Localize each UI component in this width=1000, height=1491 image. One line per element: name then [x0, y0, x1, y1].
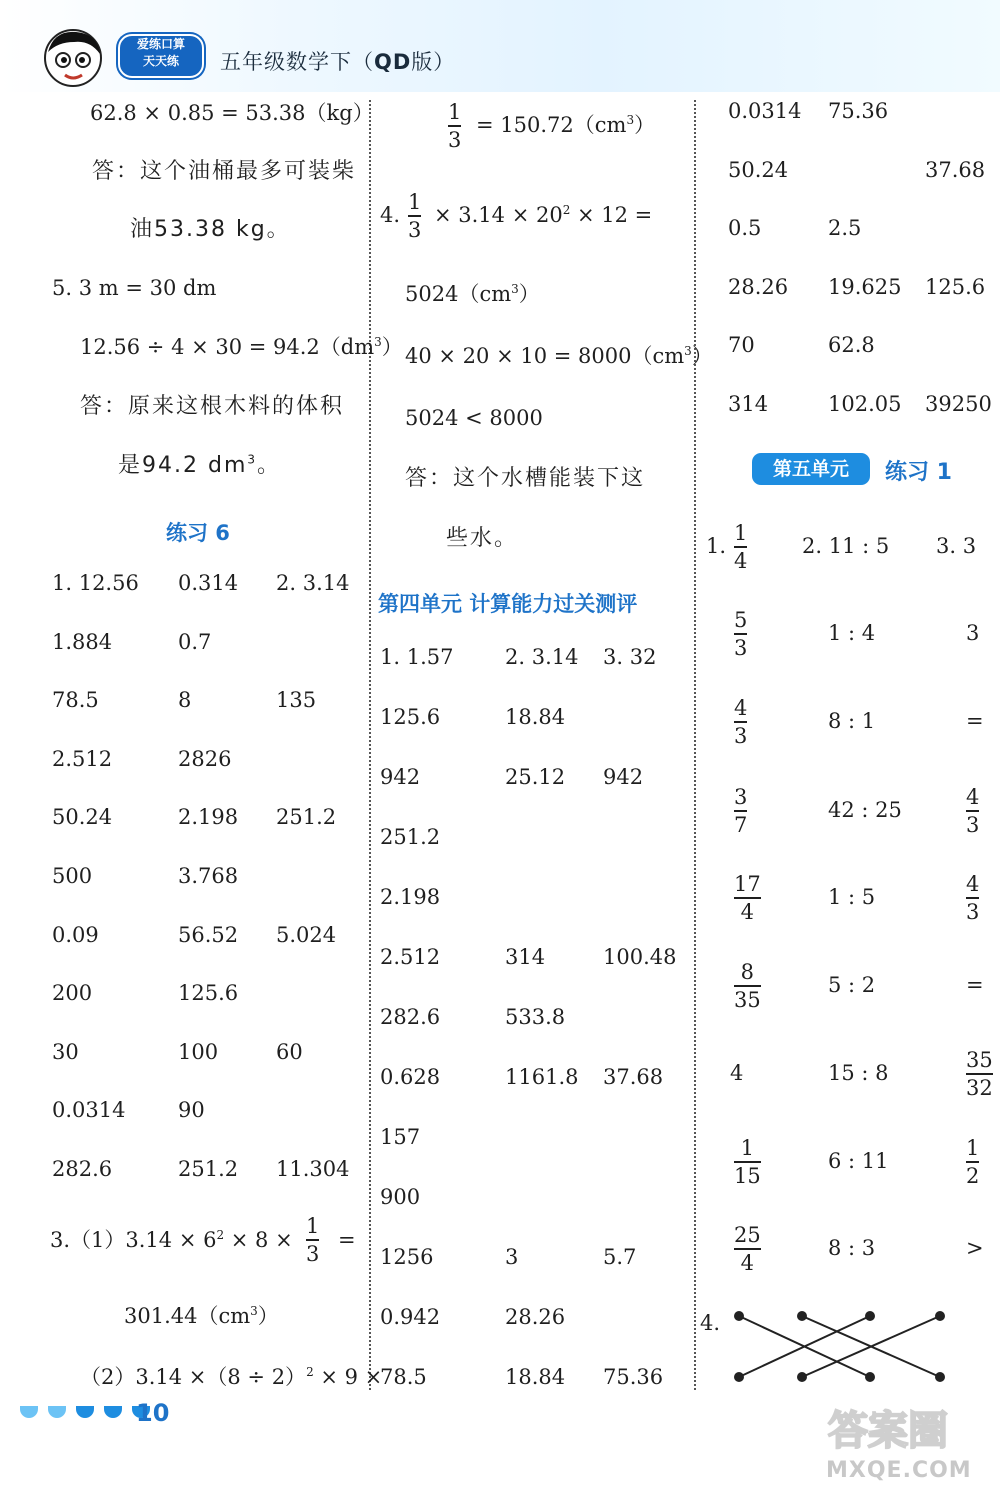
col1-q3-part1: $3.(1)3.14 \times 6^2 \times 8$ ×	[50, 1228, 293, 1252]
q3-fraction: 35 32	[966, 1048, 993, 1100]
col2-cell: 25.12	[505, 765, 566, 789]
q2-ratio: 8 : 3	[828, 1236, 876, 1260]
col1-answer-5a: 答：原来这根木料的体积	[80, 394, 345, 419]
col3-cell: 70	[728, 333, 755, 358]
col2-q4-result: $5024(cm^3)$	[405, 282, 540, 306]
q1-fraction: 8 35	[734, 960, 761, 1012]
col2-answer-4b: 些水。	[446, 526, 519, 551]
col3-cell: 19.625	[828, 274, 902, 299]
col2-cell: 37.68	[603, 1065, 664, 1089]
watermark-url: MXQE.COM	[826, 1458, 972, 1483]
col2-answer-4a: 答：这个水槽能装下这	[405, 466, 646, 491]
col2-cell: 78.5	[380, 1365, 427, 1389]
q1-value: 4	[730, 1061, 744, 1085]
col2-cell: 0.628	[380, 1065, 441, 1089]
col1-cell: 2.512	[52, 746, 113, 771]
q3-value: >	[966, 1236, 984, 1260]
series-logo	[118, 34, 204, 78]
q1-fraction: 5 3	[734, 608, 748, 660]
col2-cell: 2.512	[380, 945, 441, 969]
col1-q3-part2: $(2)3.14 \times(8 \div 2)^2 \times 9$ ×	[80, 1365, 383, 1389]
col2-line-1: = $150.72(cm^3)$	[476, 113, 656, 137]
q2-ratio: 42 : 25	[828, 798, 902, 822]
col3-cell: 314	[728, 392, 769, 416]
col2-cell: 75.36	[603, 1365, 664, 1389]
col3-cell: 75.36	[828, 99, 889, 123]
col3-cell: 102.05	[828, 392, 902, 416]
q3-fraction: 4 3	[966, 872, 980, 924]
q1-fraction: 4 3	[734, 696, 748, 748]
col1-cell: 1. 12.56	[52, 571, 139, 595]
col2-cell: 533.8	[505, 1005, 566, 1029]
col2-q4-tank: $40 \times 20 \times 10 = 8000(cm^3)$	[405, 344, 713, 368]
q1-fraction: 1 15	[734, 1136, 761, 1188]
col3-cell: 37.68	[925, 157, 986, 182]
q1-fraction: 1 4	[734, 521, 748, 573]
col1-cell: 90	[178, 1098, 205, 1123]
col1-cell: 100	[178, 1039, 219, 1064]
col3-q1-label: 1.	[706, 534, 727, 558]
q2-ratio: 1 : 5	[828, 885, 876, 909]
col2-cell: 125.6	[380, 705, 441, 729]
col1-cell: 2. 3.14	[276, 571, 350, 595]
col3-cell: 28.26	[728, 274, 789, 299]
col2-cell: 2. 3.14	[505, 645, 579, 669]
q2-ratio: 8 : 1	[828, 709, 876, 733]
col2-top-fraction: 1 3	[448, 100, 462, 152]
col1-q3-fraction: 1 3	[306, 1214, 320, 1266]
col2-unit-heading: 第四单元 计算能力过关测评	[378, 592, 638, 616]
col1-cell: 200	[52, 981, 93, 1006]
col2-cell: 28.26	[505, 1305, 566, 1329]
page-number: 10	[136, 1399, 170, 1427]
q3-fraction: 1 2	[966, 1136, 980, 1188]
column-divider-1	[369, 100, 371, 1390]
col2-q4-label: 4.	[380, 203, 401, 227]
q3-fraction: 4 3	[966, 785, 980, 837]
col1-answer-1b: 油53.38 kg。	[130, 217, 291, 242]
col1-cell: 8	[178, 688, 192, 713]
q2-ratio: 6 : 11	[828, 1149, 889, 1173]
col1-cell: 5.024	[276, 922, 337, 947]
mascot-icon	[40, 26, 106, 92]
col1-cell: 135	[276, 688, 317, 713]
col1-cell: 50.24	[52, 805, 113, 830]
col1-cell: 56.52	[178, 922, 239, 947]
col2-cell: 282.6	[380, 1005, 441, 1029]
col1-cell: 30	[52, 1039, 79, 1064]
col3-cell: 0.5	[728, 216, 762, 241]
col1-cell: 2826	[178, 746, 232, 771]
col2-cell: 3. 32	[603, 645, 657, 669]
col2-cell: 2.198	[380, 885, 441, 909]
col1-cell: 0.09	[52, 922, 99, 947]
col3-cell: 0.0314	[728, 99, 802, 123]
q1-fraction: 17 4	[734, 872, 761, 924]
col2-cell: 157	[380, 1125, 421, 1149]
col3-q2-label: 2. 11 : 5	[802, 534, 890, 558]
q2-ratio: 15 : 8	[828, 1061, 889, 1085]
col1-answer-1a: 答：这个油桶最多可装柴	[92, 159, 357, 184]
col2-cell: 18.84	[505, 705, 566, 729]
col1-cell: 125.6	[178, 981, 239, 1006]
q3-value: =	[966, 709, 984, 733]
col2-cell: 942	[603, 765, 644, 789]
matching-lines-diagram	[730, 1305, 950, 1387]
col1-answer-5b: 是94.2 $dm^3$。	[118, 452, 282, 478]
col1-cell: 282.6	[52, 1157, 113, 1181]
col3-cell: 125.6	[925, 274, 986, 299]
col2-q4-calc: × $3.14 \times 20^2 \times 12$ =	[434, 203, 653, 227]
col2-cell: 942	[380, 765, 421, 789]
book-title: 五年级数学下（QD版）	[220, 50, 456, 74]
col1-q3-equals: =	[338, 1228, 356, 1252]
col1-q5: 5. 3 m = 30 dm	[52, 276, 217, 300]
unit-five-practice-title: 练习 1	[885, 460, 952, 485]
col2-cell: 18.84	[505, 1365, 566, 1389]
col1-q5-calc: $12.56 \div 4 \times 30 = 94.2(dm^3)$	[80, 335, 403, 359]
col3-cell: 50.24	[728, 157, 789, 182]
col2-cell: 900	[380, 1185, 421, 1209]
col1-practice-heading: 练习 6	[166, 521, 230, 545]
col2-cell: 314	[505, 945, 546, 969]
col2-cell: 1256	[380, 1245, 434, 1269]
col1-cell: 78.5	[52, 688, 99, 713]
col1-cell: 3.768	[178, 864, 239, 888]
col3-cell: 39250	[925, 392, 992, 416]
col1-cell: 500	[52, 864, 93, 888]
watermark-mark: 答案圈	[828, 1408, 948, 1454]
col2-cell: 0.942	[380, 1305, 441, 1329]
col2-cell: 100.48	[603, 945, 677, 969]
logo-line-1: 爱练口算	[136, 37, 185, 51]
q1-fraction: 3 7	[734, 785, 748, 837]
col3-cell: 62.8	[828, 333, 875, 358]
col2-cell: 5.7	[603, 1245, 637, 1269]
page-decoration	[20, 1406, 150, 1418]
q3-value: 3	[966, 621, 980, 645]
col1-cell: 251.2	[276, 805, 337, 830]
col1-cell: 1.884	[52, 629, 113, 654]
col1-cell: 2.198	[178, 805, 239, 830]
col1-cell: 0.314	[178, 571, 239, 595]
col1-q3-result: $301.44(cm^3)$	[124, 1304, 279, 1328]
q3-value: =	[966, 973, 984, 997]
col1-cell: 251.2	[178, 1157, 239, 1181]
col1-cell: 60	[276, 1039, 303, 1064]
unit-five-badge: 第五单元	[752, 453, 870, 485]
col2-q4-compare: 5024 < 8000	[405, 406, 543, 430]
col1-cell: 0.0314	[52, 1098, 126, 1123]
q1-fraction: 25 4	[734, 1223, 761, 1275]
col2-cell: 3	[505, 1245, 519, 1269]
col3-q3-label: 3. 3	[936, 534, 977, 558]
col1-cell: 0.7	[178, 629, 212, 654]
col3-cell: 2.5	[828, 216, 862, 241]
logo-line-2: 天天练	[142, 54, 179, 68]
col2-cell: 1161.8	[505, 1065, 579, 1089]
col2-q4-fraction: 1 3	[408, 190, 422, 242]
col3-q4-label: 4.	[700, 1311, 721, 1335]
col2-cell: 1. 1.57	[380, 645, 454, 669]
q2-ratio: 1 : 4	[828, 621, 876, 645]
col2-cell: 251.2	[380, 825, 441, 849]
col1-line-1: 62.8 × 0.85 = 53.38（kg）	[90, 101, 374, 125]
col1-cell: 11.304	[276, 1157, 350, 1181]
q2-ratio: 5 : 2	[828, 973, 876, 997]
column-divider-2	[694, 100, 696, 1390]
